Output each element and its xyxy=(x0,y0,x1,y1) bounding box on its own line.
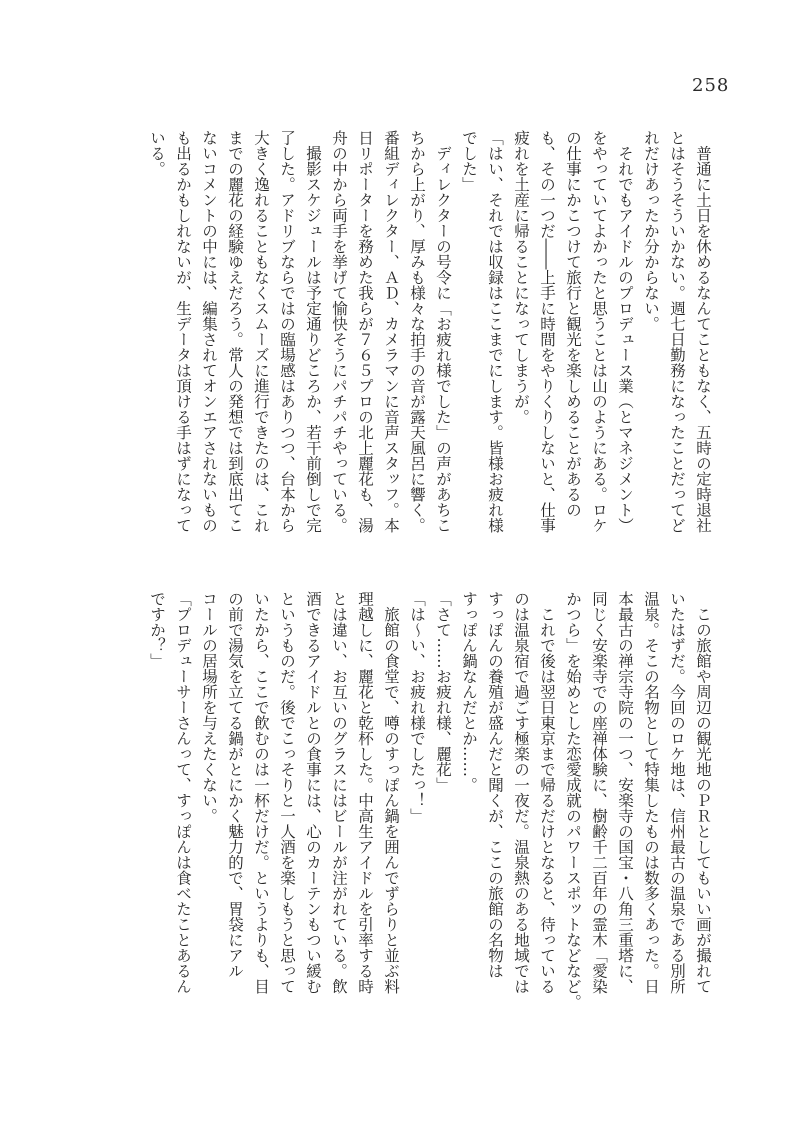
text-line: 酒できるアイドルとの食事には、心のカーテンもつい緩む xyxy=(304,591,322,994)
text-line: の前で湯気を立てる鍋がとにかく魅力的で、胃袋にアル xyxy=(226,591,244,979)
text-line: ちから上がり、厚みも様々な拍手の音が露天風呂に響く。 xyxy=(408,130,426,533)
text-line: ですか？」 xyxy=(148,591,166,669)
text-line: これで後は翌日東京まで帰るだけとなると、待っている xyxy=(538,591,556,994)
text-line: の仕事にかこつけて旅行と観光を楽しめることがあるの xyxy=(564,130,582,518)
text-line: 温泉。そこの名物として特集したものは数多くあった。日 xyxy=(642,591,660,994)
text-line: 「プロデューサーさんって、すっぽんは食べたことあるん xyxy=(174,591,192,994)
text-line: 撮影スケジュールは予定通りどころか、若干前倒しで完 xyxy=(304,130,322,533)
text-line: いたはずだ。今回のロケ地は、信州最古の温泉である別所 xyxy=(668,591,686,994)
text-line: いる。 xyxy=(148,130,166,177)
text-line: すっぽん鍋なんだとか……。 xyxy=(460,591,478,793)
text-line: 理越しに、麗花と乾杯した。中高生アイドルを引率する時 xyxy=(356,591,374,994)
text-line: ディレクターの号令に「お疲れ様でした」の声があちこ xyxy=(434,130,452,533)
text-line: までの麗花の経験ゆえだろう。常人の発想では到底出てこ xyxy=(226,130,244,533)
text-line: でした」 xyxy=(460,130,478,192)
text-line: 「はい、それでは収録はここまでにします。皆様お疲れ様 xyxy=(486,130,504,533)
text-block-lower xyxy=(144,591,716,1010)
text-line: 同じく安楽寺での座禅体験に、樹齢千二百年の霊木「愛染 xyxy=(590,591,608,994)
text-line: 「は〜い、お疲れ様でしたっ！」 xyxy=(408,591,426,824)
text-line: すっぽんの養殖が盛んだと聞くが、ここの旅館の名物は xyxy=(486,591,504,979)
page-number: 258 xyxy=(692,75,730,96)
text-line: 「さて……お疲れ様、麗花」 xyxy=(434,591,452,793)
text-line: 日リポーターを務めた我らが７６５プロの北上麗花も、湯 xyxy=(356,130,374,533)
text-line: 本最古の禅宗寺院の一つ、安楽寺の国宝・八角三重塔に、 xyxy=(616,591,634,994)
text-line: 普通に土日を休めるなんてこともなく、五時の定時退社 xyxy=(694,130,712,533)
text-line: この旅館や周辺の観光地のＰＲとしてもいい画が撮れて xyxy=(694,591,712,994)
text-line: かつら」を始めとした恋愛成就のパワースポットなどなど。 xyxy=(564,591,582,1010)
text-line: それでもアイドルのプロデュース業（とマネジメント） xyxy=(616,130,634,533)
text-line: いたから、ここで飲むのは一杯だけだ。というよりも、目 xyxy=(252,591,270,994)
text-line: 旅館の食堂で、噂のすっぽん鍋を囲んでずらりと並ぶ料 xyxy=(382,591,400,994)
text-line: れだけあったか分からない。 xyxy=(642,130,660,332)
text-line: も出るかもしれないが、生データは頂ける手はずになって xyxy=(174,130,192,533)
text-line: 了した。アドリブならではの臨場感はありつつ、台本から xyxy=(278,130,296,533)
text-line: 疲れを土産に帰ることになってしまうが。 xyxy=(512,130,530,425)
text-line: 舟の中から両手を挙げて愉快そうにパチパチやっている。 xyxy=(330,130,348,533)
text-line: とはそうそういかない。週七日勤務になったことだってど xyxy=(668,130,686,533)
text-line: 大きく逸れることもなくスムーズに進行できたのは、これ xyxy=(252,130,270,533)
text-line: 番組ディレクター、ＡＤ、カメラマンに音声スタッフ。本 xyxy=(382,130,400,533)
text-line: のは温泉宿で過ごす極楽の一夜だ。温泉熱のある地域では xyxy=(512,591,530,994)
text-line: とは違い、お互いのグラスにはビールが注がれている。飲 xyxy=(330,591,348,994)
text-block-upper xyxy=(144,130,716,534)
text-line: をやっていてよかったと思うことは山のようにある。ロケ xyxy=(590,130,608,533)
text-line: コールの居場所を与えたくない。 xyxy=(200,591,218,824)
text-line: ないコメントの中には、編集されてオンエアされないもの xyxy=(200,130,218,533)
text-line: というものだ。後でこっそりと一人酒を楽しもうと思って xyxy=(278,591,296,994)
text-line: も、その一つだ――上手に時間をやりくりしないと、仕事 xyxy=(538,130,556,533)
